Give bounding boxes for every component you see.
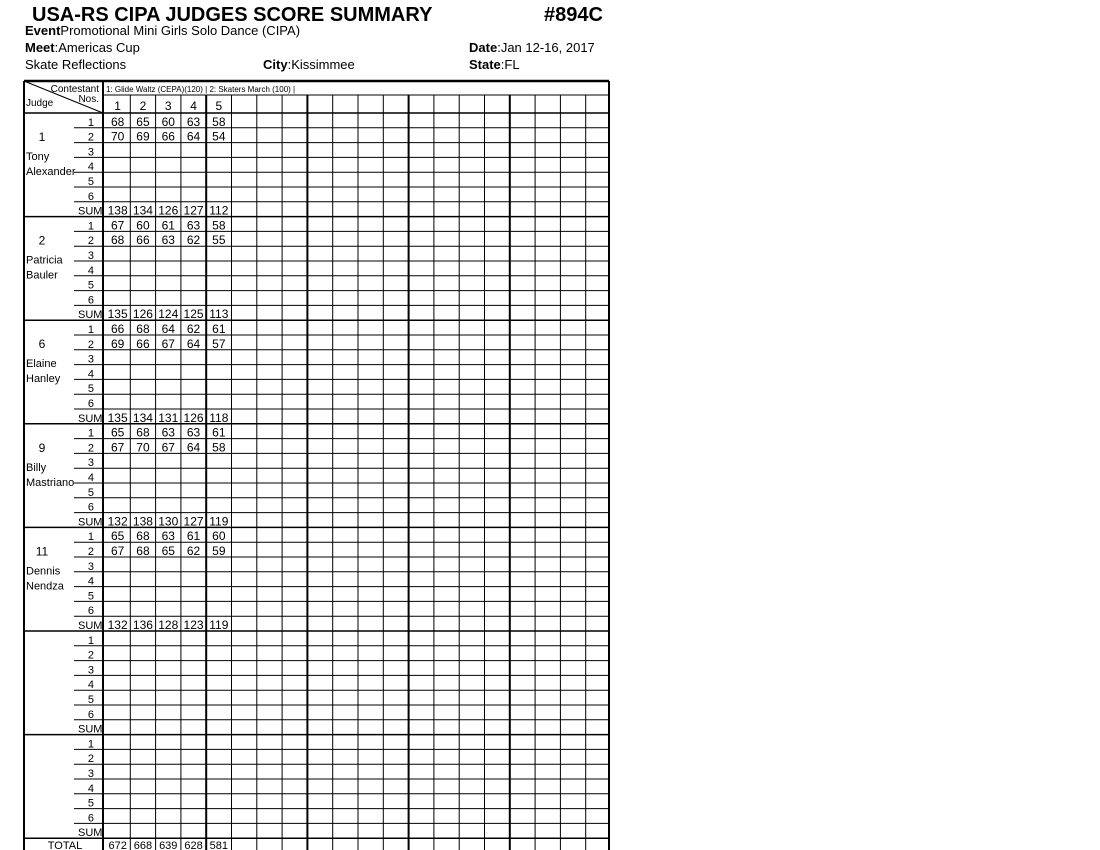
event-value: Promotional Mini Girls Solo Dance (CIPA) — [60, 23, 301, 38]
score-cell: 60 — [212, 529, 226, 544]
score-cell: 55 — [212, 233, 226, 248]
row-number: 2 — [87, 235, 94, 248]
score-cell: 67 — [110, 544, 125, 558]
score-cell: 68 — [136, 529, 150, 544]
score-cell: 62 — [186, 322, 201, 336]
score-cell: 65 — [136, 114, 150, 129]
sum-label: SUM — [78, 723, 103, 736]
judge-last-name: Alexander — [26, 166, 76, 178]
score-cell: 58 — [212, 440, 226, 455]
score-cell: 61 — [212, 425, 226, 440]
total-cell: 639 — [159, 840, 178, 850]
row-number: 6 — [87, 398, 94, 410]
judge-last-name: Hanley — [26, 373, 61, 386]
row-number: 4 — [87, 264, 94, 277]
score-cell: 70 — [136, 440, 150, 455]
score-cell: 67 — [161, 336, 175, 351]
contestant-number: 2 — [139, 99, 147, 113]
score-cell: 64 — [161, 322, 175, 336]
row-number: 2 — [87, 442, 94, 455]
row-number: 1 — [87, 116, 94, 129]
row-number: 1 — [87, 738, 94, 751]
row-number: 6 — [87, 708, 94, 721]
score-cell: 61 — [186, 529, 201, 544]
sum-label: SUM — [78, 620, 103, 632]
judge-first-name: Patricia — [26, 254, 63, 267]
sum-cell: 124 — [158, 307, 179, 322]
row-number: 1 — [87, 531, 94, 544]
event-code: #894C — [544, 4, 603, 26]
score-cell: 62 — [186, 233, 201, 248]
row-number: 2 — [87, 649, 94, 662]
row-number: 5 — [87, 176, 94, 188]
row-number: 3 — [87, 768, 94, 780]
score-cell: 58 — [212, 218, 226, 233]
sum-cell: 112 — [209, 203, 229, 218]
total-cell: 672 — [108, 840, 127, 850]
sum-cell: 126 — [183, 410, 204, 425]
score-cell: 63 — [186, 218, 201, 233]
row-number: 1 — [87, 324, 94, 336]
score-cell: 67 — [161, 440, 175, 455]
score-cell: 61 — [161, 218, 175, 233]
sum-cell: 135 — [107, 307, 128, 322]
sum-cell: 132 — [107, 514, 128, 529]
corner-contestant-label: Contestant — [50, 84, 99, 95]
score-cell: 67 — [110, 440, 125, 455]
state-line: State:FL — [469, 57, 520, 72]
row-number: 6 — [87, 605, 94, 618]
row-number: 1 — [87, 634, 94, 647]
row-number: 3 — [87, 250, 94, 262]
judge-number: 2 — [38, 233, 46, 248]
total-cell: 668 — [133, 840, 153, 850]
score-cell: 61 — [212, 322, 226, 336]
row-number: 4 — [87, 472, 94, 484]
row-number: 1 — [87, 427, 94, 440]
date-value: Jan 12-16, 2017 — [500, 40, 595, 55]
sum-cell: 132 — [107, 618, 128, 632]
score-cell: 68 — [136, 425, 150, 440]
score-cell: 69 — [136, 129, 150, 144]
score-cell: 66 — [136, 336, 150, 351]
score-cell: 64 — [186, 440, 201, 455]
row-number: 6 — [87, 294, 94, 307]
sum-cell: 128 — [158, 618, 179, 632]
row-number: 5 — [87, 383, 94, 396]
sum-cell: 134 — [132, 410, 153, 425]
row-number: 2 — [87, 753, 94, 766]
row-number: 3 — [87, 664, 94, 677]
judge-last-name: Bauler — [26, 269, 58, 282]
score-cell: 68 — [110, 233, 125, 248]
contestant-number: 4 — [190, 99, 197, 113]
total-label: TOTAL — [47, 840, 83, 850]
row-number: 2 — [87, 131, 94, 144]
sum-cell: 119 — [209, 618, 229, 632]
total-cell: 628 — [184, 840, 203, 850]
score-cell: 65 — [110, 425, 125, 440]
score-cell: 63 — [186, 425, 201, 440]
row-number: 2 — [87, 546, 94, 558]
dances-note: 1: Glide Waltz (CEPA)(120) | 2: Skaters March (100) | — [106, 85, 296, 94]
page-title: USA-RS CIPA JUDGES SCORE SUMMARY — [32, 4, 433, 26]
score-cell: 63 — [186, 114, 201, 129]
sum-label: SUM — [78, 205, 103, 218]
row-number: 5 — [87, 486, 94, 499]
row-number: 3 — [87, 457, 94, 470]
score-cell: 64 — [186, 129, 201, 144]
sum-cell: 130 — [158, 514, 179, 529]
sum-label: SUM — [78, 309, 103, 322]
score-cell: 65 — [110, 529, 125, 544]
score-cell: 66 — [161, 129, 175, 144]
sum-label: SUM — [78, 516, 103, 529]
score-cell: 68 — [110, 114, 125, 129]
sum-cell: 113 — [209, 307, 229, 322]
sum-cell: 125 — [183, 307, 204, 322]
score-cell: 66 — [110, 322, 125, 336]
sum-cell: 131 — [158, 410, 179, 425]
judge-first-name: Dennis — [26, 565, 61, 578]
row-number: 5 — [87, 694, 94, 706]
sum-cell: 134 — [132, 203, 153, 218]
corner-nos-label: Nos. — [78, 94, 99, 105]
row-number: 4 — [87, 782, 94, 795]
row-number: 4 — [87, 368, 94, 381]
judge-first-name: Tony — [26, 151, 50, 163]
score-cell: 63 — [161, 529, 175, 544]
score-cell: 68 — [136, 322, 150, 336]
state-label: State — [469, 57, 501, 72]
date-line: Date:Jan 12-16, 2017 — [469, 40, 595, 55]
meet-line: Meet:Americas Cup — [25, 40, 140, 55]
score-cell: 57 — [212, 336, 226, 351]
row-number: 3 — [87, 146, 94, 159]
row-number: 4 — [87, 679, 94, 692]
contestant-number: 5 — [215, 99, 223, 113]
row-number: 6 — [87, 190, 94, 203]
sum-cell: 138 — [132, 514, 153, 529]
sum-cell: 136 — [132, 618, 153, 632]
row-number: 2 — [87, 338, 94, 351]
row-number: 4 — [87, 575, 94, 588]
score-cell: 64 — [186, 336, 201, 351]
sum-label: SUM — [78, 827, 103, 840]
score-cell: 68 — [136, 544, 150, 558]
sum-cell: 126 — [132, 307, 153, 322]
judge-first-name: Billy — [26, 461, 47, 474]
score-cell: 60 — [136, 218, 150, 233]
judge-last-name: Mastriano — [26, 476, 75, 489]
sum-cell: 135 — [107, 410, 128, 425]
row-number: 6 — [87, 501, 94, 514]
score-cell: 54 — [212, 129, 226, 144]
city-value: Kissimmee — [291, 57, 355, 72]
sum-cell: 127 — [183, 203, 204, 218]
score-cell: 69 — [110, 336, 125, 351]
event-label: Event — [25, 23, 61, 38]
judge-last-name: Nendza — [26, 580, 64, 593]
row-number: 3 — [87, 560, 94, 573]
total-cell: 581 — [209, 840, 229, 850]
row-number: 5 — [87, 279, 94, 292]
corner-judge-label: Judge — [26, 98, 54, 109]
score-cell: 63 — [161, 425, 175, 440]
score-cell: 65 — [161, 544, 175, 558]
row-number: 1 — [87, 220, 94, 233]
score-cell: 66 — [136, 233, 150, 248]
contestant-number: 1 — [114, 99, 121, 113]
score-cell: 58 — [212, 114, 226, 129]
city-label: City — [263, 57, 288, 72]
sum-cell: 138 — [107, 203, 128, 218]
score-cell: 62 — [186, 544, 201, 558]
state-value: FL — [504, 57, 520, 72]
row-number: 4 — [87, 161, 94, 174]
score-cell: 70 — [110, 129, 125, 144]
score-cell: 67 — [110, 218, 125, 233]
judge-number: 11 — [35, 544, 49, 559]
sum-cell: 123 — [183, 618, 204, 632]
sum-cell: 119 — [209, 514, 229, 529]
sum-cell: 118 — [209, 410, 229, 425]
club-name: Skate Reflections — [25, 57, 127, 72]
meet-value: Americas Cup — [58, 40, 140, 55]
judge-number: 6 — [38, 337, 46, 352]
contestant-number: 3 — [164, 99, 172, 113]
row-number: 5 — [87, 590, 94, 603]
score-cell: 59 — [212, 544, 226, 558]
score-cell: 63 — [161, 233, 175, 248]
score-cell: 60 — [161, 114, 175, 129]
meet-label: Meet — [25, 40, 55, 55]
date-label: Date — [469, 40, 498, 55]
judge-number: 1 — [38, 130, 46, 144]
judge-first-name: Elaine — [26, 358, 57, 371]
sum-cell: 127 — [183, 514, 204, 529]
row-number: 3 — [87, 353, 94, 366]
row-number: 6 — [87, 812, 94, 825]
judge-number: 9 — [38, 440, 46, 455]
sum-cell: 126 — [158, 203, 179, 218]
city-line: City:Kissimmee — [263, 57, 355, 72]
row-number: 5 — [87, 797, 94, 810]
sum-label: SUM — [78, 412, 103, 425]
